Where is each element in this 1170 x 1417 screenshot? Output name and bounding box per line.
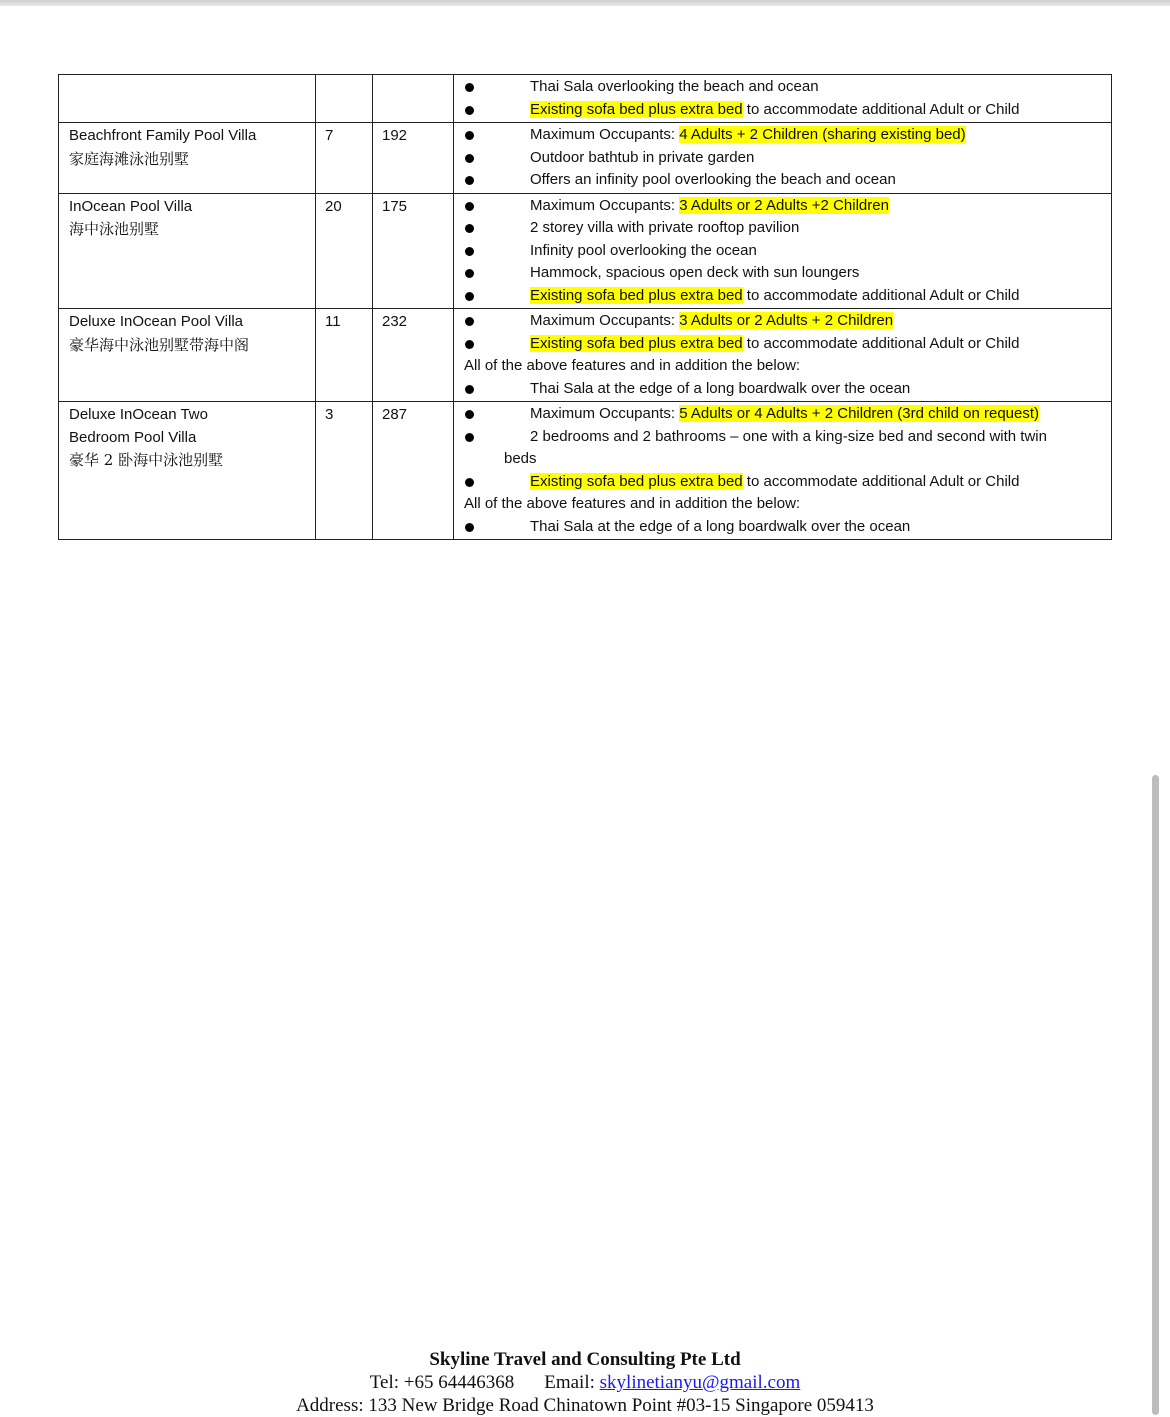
villa-count-cell [316,193,373,309]
villa-size-cell [373,309,454,402]
villa-name-zh: 海中泳池别墅 [69,220,160,238]
villa-features-cell [454,123,1112,194]
villa-features-cell [454,309,1112,402]
company-address: Address: 133 New Bridge Road Chinatown Point #03-15 Singapore 059413 [296,1395,874,1416]
feature-bullet: Thai Sala at the edge of a long boardwalk over the ocean [454,516,1111,539]
feature-bullet: Existing sofa bed plus extra bed to accommodate additional Adult or Child [454,285,1111,308]
villa-name-zh: 豪华海中泳池别墅带海中阁 [69,335,250,354]
villa-count: 11 [325,313,341,330]
villa-size-cell [373,402,454,540]
feature-bullet: 2 bedrooms and 2 bathrooms – one with a king-size bed and second with twin beds [454,426,1111,471]
villa-name-cell [59,402,316,540]
page-footer [0,1348,1170,1417]
feature-bullet: Maximum Occupants: 4 Adults + 2 Children (sharing existing bed) [454,124,1111,147]
feature-bullet: Existing sofa bed plus extra bed to accommodate additional Adult or Child [454,333,1111,356]
table-row [59,309,1112,402]
feature-bullet: Hammock, spacious open deck with sun loungers [454,262,1111,285]
villa-size: 232 [382,313,408,330]
feature-bullet: Infinity pool overlooking the ocean [454,240,1111,263]
email-link[interactable]: skylinetianyu@gmail.com [599,1372,801,1393]
villa-count-cell [316,75,373,123]
villa-count-cell [316,123,373,194]
villa-name-cell [59,309,316,402]
phone-number: Tel: +65 64446368 [369,1372,515,1393]
table-row [59,193,1112,309]
villa-features-cell [454,402,1112,540]
villa-name-en: Deluxe InOcean Two [69,406,208,423]
company-name: Skyline Travel and Consulting Pte Ltd [429,1349,741,1370]
table-row [59,123,1112,194]
feature-bullet: Maximum Occupants: 3 Adults or 2 Adults + 2 Children [454,310,1111,333]
villa-count: 7 [325,127,334,144]
feature-bullet: Maximum Occupants: 5 Adults or 4 Adults + 2 Children (3rd child on request) [454,403,1111,426]
villa-count: 3 [325,406,334,423]
villa-name-cell [59,193,316,309]
table-row [59,75,1112,123]
feature-bullet: Maximum Occupants: 3 Adults or 2 Adults +2 Children [454,195,1111,218]
vertical-scrollbar[interactable] [1152,775,1159,1415]
villa-size-cell [373,193,454,309]
feature-bullet: Existing sofa bed plus extra bed to accommodate additional Adult or Child [454,99,1111,122]
villa-name-en: Beachfront Family Pool Villa [69,127,257,144]
feature-bullet: Existing sofa bed plus extra bed to accommodate additional Adult or Child [454,471,1111,494]
villa-count-cell [316,402,373,540]
villa-size-cell [373,75,454,123]
villa-name-cell [59,123,316,194]
villa-name-zh: 家庭海滩泳池别墅 [69,149,190,168]
villa-name-cell [59,75,316,123]
villa-table [58,74,1112,540]
villa-name-en: Deluxe InOcean Pool Villa [69,313,243,330]
contact-line [0,1371,1170,1394]
villa-size: 175 [382,197,408,215]
villa-count: 20 [325,197,342,215]
feature-bullet: Offers an infinity pool overlooking the beach and ocean [454,169,1111,192]
email-label: Email: [544,1372,600,1393]
villa-name-zh: 豪华 2 卧海中泳池别墅 [69,451,224,469]
feature-bullet: Thai Sala at the edge of a long boardwalk over the ocean [454,378,1111,401]
feature-bullet: Outdoor bathtub in private garden [454,147,1111,170]
villa-name-en: InOcean Pool Villa [69,197,193,215]
villa-size: 192 [382,127,408,144]
top-edge [0,0,1170,6]
feature-note: All of the above features and in addition the below: [464,357,801,374]
table-row [59,402,1112,540]
villa-size-cell [373,123,454,194]
feature-bullet: Thai Sala overlooking the beach and ocean [454,76,1111,99]
feature-note: All of the above features and in addition the below: [464,495,801,512]
villa-size: 287 [382,406,408,423]
villa-features-cell [454,75,1112,123]
villa-features-cell [454,193,1112,309]
villa-name-en-line2: Bedroom Pool Villa [69,428,197,446]
feature-bullet: 2 storey villa with private rooftop pavilion [454,217,1111,240]
villa-count-cell [316,309,373,402]
